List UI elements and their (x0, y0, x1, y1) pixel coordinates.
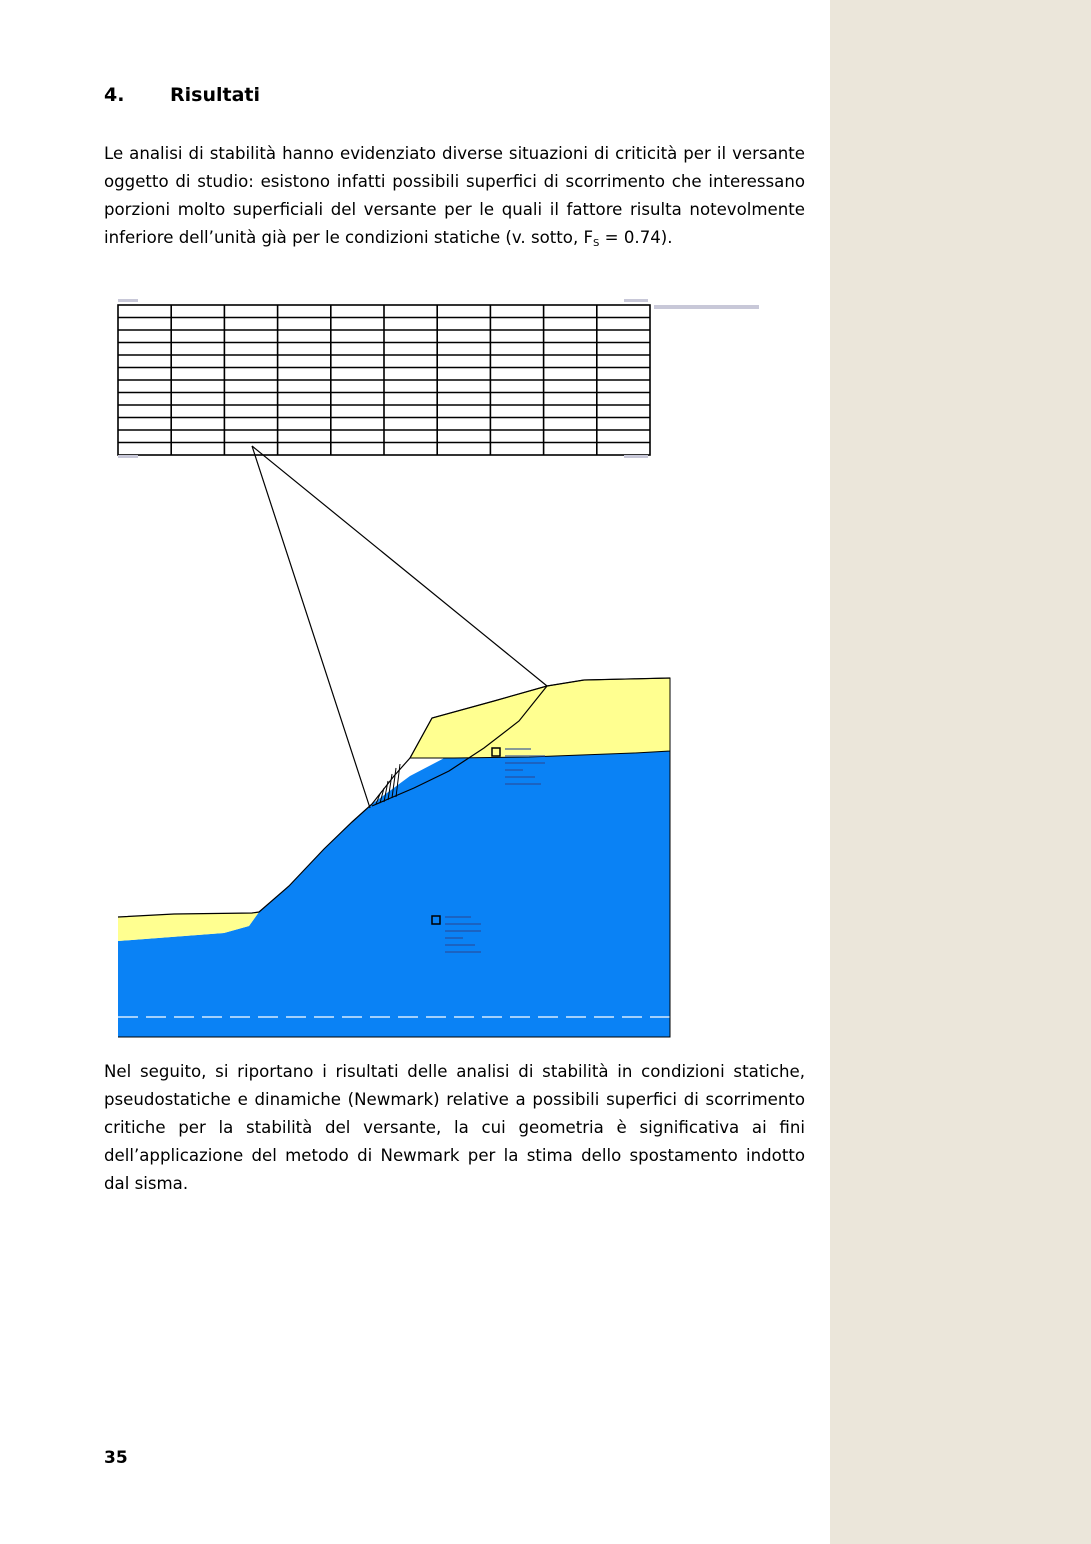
page-number: 35 (104, 1448, 128, 1468)
results-text: Le analisi di stabilità hanno evidenziato diverse situazioni di criticità per il versante oggetto di studio: esistono infatti possibili superfici di scorrimento che interessano porzioni molto superficiali del versante per le quali il fattore risulta notevolmente inferiore dell’unità già per le condizioni statiche (v. sotto, F (104, 144, 805, 247)
results-paragraph (104, 140, 805, 252)
section-number: 4. (104, 84, 125, 106)
page-margin-band (830, 0, 1091, 1544)
next-section-paragraph: Nel seguito, si riportano i risultati delle analisi di stabilità in condizioni statiche, pseudostatiche e dinamiche (Newmark) relative a possibili superfici di scorrimento critiche per la stabilità del versante, la cui geometria è significativa ai fini dell’applicazione del metodo di Newmark per la stima dello spostamento indotto dal sisma. (104, 1062, 805, 1193)
fs-subscript: S (593, 238, 600, 249)
slope-section-drawing (114, 296, 774, 1042)
section-title: Risultati (170, 84, 260, 106)
blue-soil-layer (118, 744, 670, 1037)
yellow-soil-layer-upper (410, 678, 670, 758)
results-text-end: = 0.74). (599, 228, 673, 247)
slope-stability-figure (114, 296, 774, 1042)
section-heading (104, 84, 260, 106)
center-grid (118, 305, 650, 455)
